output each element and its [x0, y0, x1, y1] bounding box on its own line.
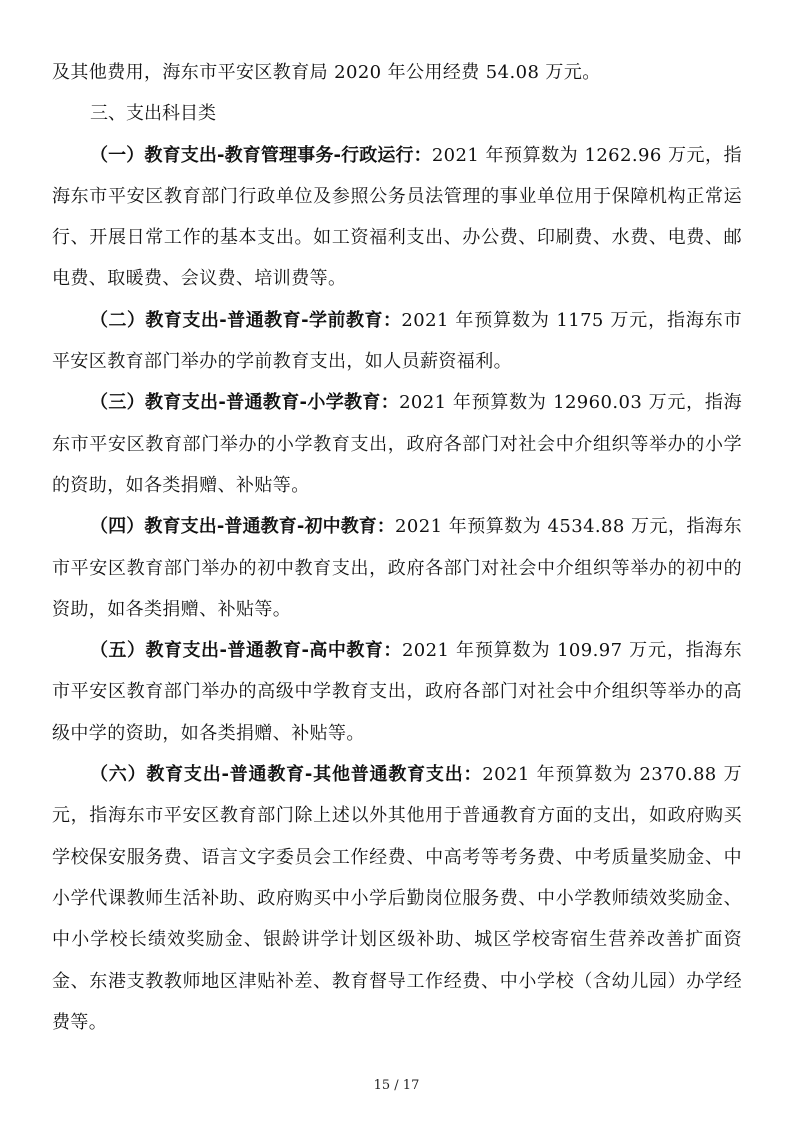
item-body-3: 2021 年预算数为 12960.03 万元，指海东市平安区教育部门举办的小学教育支出，政府各部门对社会中介组织等举办的小学的资助，如各类捐赠、补贴等。 [52, 392, 742, 496]
item-heading-6: （六）教育支出-普通教育-其他普通教育支出： [90, 764, 483, 786]
item-paragraph-1 [52, 135, 742, 300]
item-heading-1: （一）教育支出-教育管理事务-行政运行： [90, 144, 432, 166]
item-paragraph-2 [52, 300, 742, 383]
section-title: 三、支出科目类 [90, 103, 216, 125]
item-heading-4: （四）教育支出-普通教育-初中教育： [90, 516, 396, 538]
item-heading-3: （三）教育支出-普通教育-小学教育： [90, 392, 400, 414]
page-number: 15 / 17 [373, 1078, 420, 1093]
item-paragraph-5 [52, 630, 742, 754]
item-body-6: 2021 年预算数为 2370.88 万元，指海东市平安区教育部门除上述以外其他用于普通教育方面的支出，如政府购买学校保安服务费、语言文字委员会工作经费、中高考等考务费、中考质量奖励金、中小学代课教师生活补助、政府购买中小学后勤岗位服务费、中小学教师绩效奖励金、中小学校长绩效奖励金、银龄讲学计划区级补助、城区学校寄宿生营养改善扩面资金、东港支教教师地区津贴补差、教育督导工作经费、中小学校（含幼儿园）办学经费等。 [52, 764, 742, 1033]
item-body-1: 2021 年预算数为 1262.96 万元，指海东市平安区教育部门行政单位及参照公务员法管理的事业单位用于保障机构正常运行、开展日常工作的基本支出。如工资福利支出、办公费、印刷费、水费、电费、邮电费、取暖费、会议费、培训费等。 [52, 144, 742, 290]
item-body-2: 2021 年预算数为 1175 万元，指海东市平安区教育部门举办的学前教育支出，如人员薪资福利。 [52, 309, 742, 373]
item-heading-5: （五）教育支出-普通教育-高中教育： [90, 640, 402, 662]
item-body-5: 2021 年预算数为 109.97 万元，指海东市平安区教育部门举办的高级中学教育支出，政府各部门对社会中介组织等举办的高级中学的资助，如各类捐赠、补贴等。 [52, 640, 742, 744]
item-paragraph-4 [52, 506, 742, 630]
item-paragraph-6 [52, 754, 742, 1043]
item-body-4: 2021 年预算数为 4534.88 万元，指海东市平安区教育部门举办的初中教育支出，政府各部门对社会中介组织等举办的初中的资助，如各类捐赠、补贴等。 [52, 516, 742, 620]
item-heading-2: （二）教育支出-普通教育-学前教育： [90, 309, 402, 331]
item-paragraph-3 [52, 382, 742, 506]
continuation-paragraph: 及其他费用，海东市平安区教育局 2020 年公用经费 54.08 万元。 [52, 62, 601, 83]
document-body [52, 52, 742, 1043]
